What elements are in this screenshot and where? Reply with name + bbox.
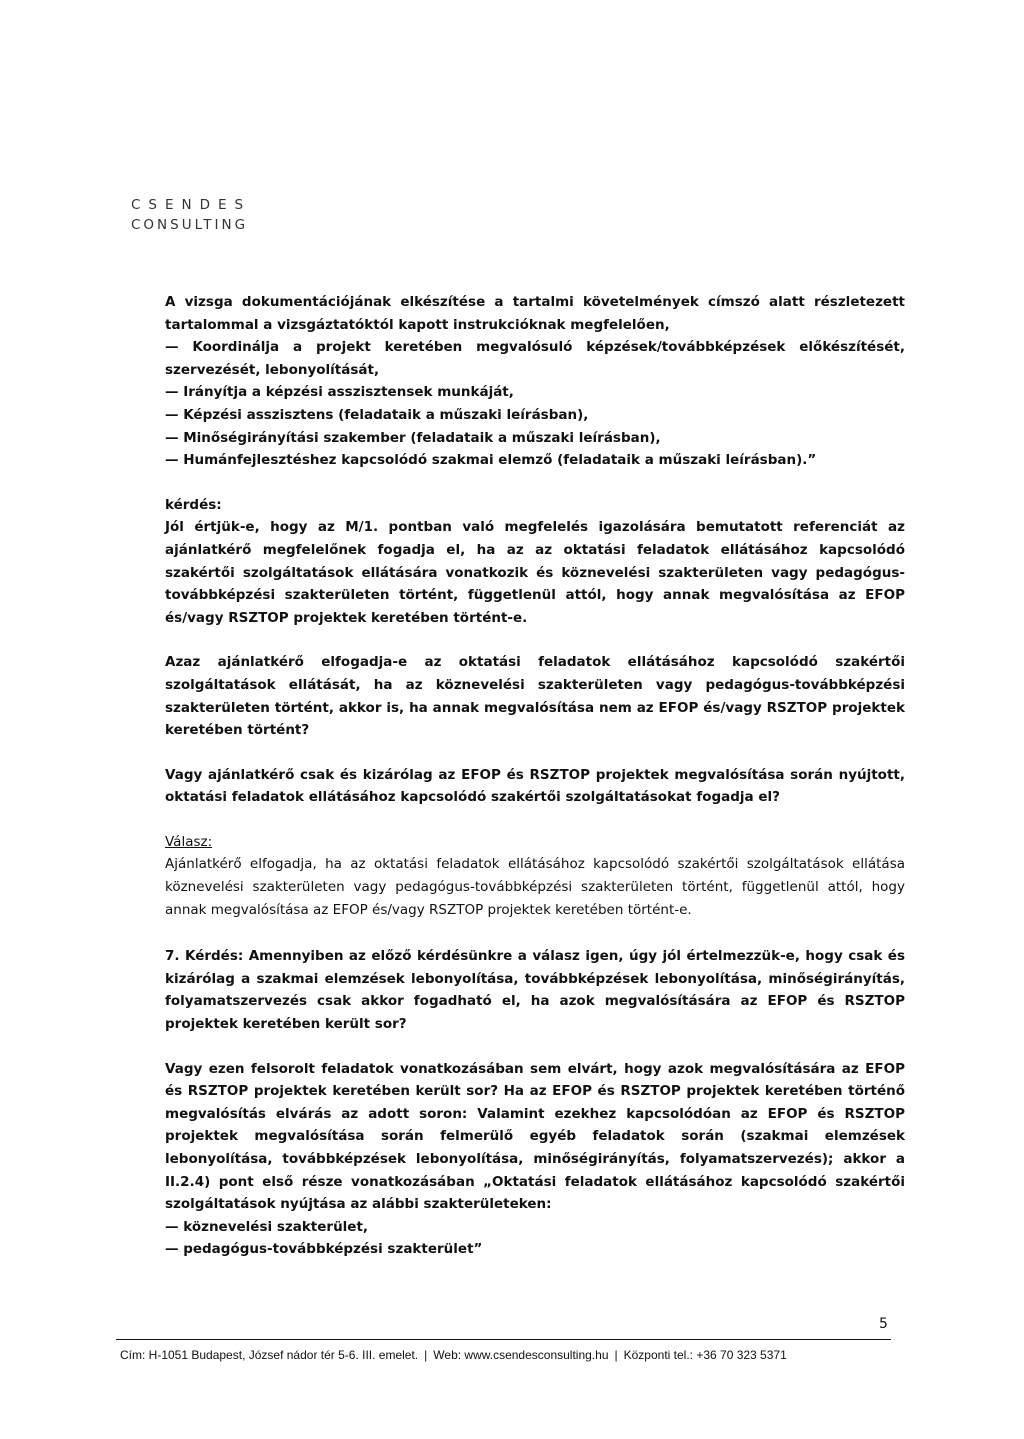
question-block [165, 494, 905, 809]
answer-text: Ajánlatkérő elfogadja, ha az oktatási feladatok ellátásához kapcsolódó szakértői szolgáltatások ellátása köznevelési szakterületen vagy pedagógus-továbbképzési szakterületen történt, függetlenül attól, hogy annak megvalósítása az EFOP és/vagy RSZTOP projektek keretében történt-e. [165, 856, 905, 918]
footer-divider [116, 1339, 891, 1340]
question-paragraph-3: Vagy ajánlatkérő csak és kizárólag az EFOP és RSZTOP projektek megvalósítása során nyújtott, oktatási feladatok ellátásához kapcsolódó szakértői szolgáltatásokat fogadja el? [165, 766, 905, 806]
footer-separator: | [614, 1348, 618, 1362]
bullet-teacher-training: — pedagógus-továbbképzési szakterület” [165, 1241, 483, 1258]
question-7-paragraph-1: 7. Kérdés: Amennyiben az előző kérdésünkre a válasz igen, úgy jól értelmezzük-e, hogy csak és kizárólag a szakmai elemzések lebonyolítása, továbbképzések lebonyolítása, minőségirányítás, folyamatszervezés csak akkor fogadható el, ha azok megvalósítására az EFOP és RSZTOP projektek keretében került sor? [165, 948, 905, 1033]
bullet-public-education: — köznevelési szakterület, [165, 1218, 369, 1235]
bullet-hr-analyst: — Humánfejlesztéshez kapcsolódó szakmai elemző (feladataik a műszaki leírásban).” [165, 452, 817, 469]
question-paragraph-2: Azaz ajánlatkérő elfogadja-e az oktatási feladatok ellátásához kapcsolódó szakértői szolgáltatások ellátását, ha az köznevelési szakterületen vagy pedagógus-továbbképzési szakterületen történt, akkor is, ha annak megvalósítása nem az EFOP és/vagy RSZTOP projektek keretében történt? [165, 654, 905, 739]
bullet-coordinate: — Koordinálja a projekt keretében megvalósuló képzések/továbbképzések előkészítését, szervezését, lebonyolítását, [165, 339, 905, 378]
bullet-direct: — Irányítja a képzési asszisztensek munkáját, [165, 384, 514, 401]
company-logo [131, 195, 251, 235]
answer-label: Válasz: [165, 833, 213, 850]
bullet-quality-specialist: — Minőségirányítási szakember (feladataik a műszaki leírásban), [165, 429, 661, 446]
answer-block [165, 831, 905, 921]
question-paragraph-1: Jól értjük-e, hogy az M/1. pontban való megfelelés igazolására bemutatott referenciát az ajánlatkérő megfelelőnek fogadja el, ha az az oktatási feladatok ellátásához kapcsolódó szakértői szolgáltatások ellátására vonatkozik és köznevelési szakterületen vagy pedagógus-továbbképzési szakterületen történt, függetlenül attól, hogy annak megvalósítása az EFOP és/vagy RSZTOP projektek keretében történt-e. [165, 519, 905, 626]
footer-web: Web: www.csendesconsulting.hu [433, 1348, 609, 1362]
question-label: kérdés: [165, 496, 222, 513]
requirements-block [165, 291, 905, 472]
question-7-block [165, 945, 905, 1261]
logo-line-1: CSENDES [131, 197, 252, 213]
footer-separator: | [424, 1348, 428, 1362]
logo-line-2: CONSULTING [131, 217, 249, 233]
document-body [165, 291, 905, 1261]
question-7-paragraph-2: Vagy ezen felsorolt feladatok vonatkozásában sem elvárt, hogy azok megvalósítására az EFOP és RSZTOP projektek keretében került sor? Ha az EFOP és RSZTOP projektek keretében történő megvalósítás elvárás az adott soron: Valamint ezekhez kapcsolódóan az EFOP és RSZTOP projektek megvalósítása során felmerülő egyéb feladatok során (szakmai elemzések lebonyolítása, továbbképzések lebonyolítása, minőségirányítás, folyamatszervezés); akkor a II.2.4) pont első része vonatkozásában „Oktatási feladatok ellátásához kapcsolódó szakértői szolgáltatások nyújtása az alábbi szakterületeken: [165, 1060, 905, 1213]
footer-address: Cím: H-1051 Budapest, József nádor tér 5-6. III. emelet. [120, 1348, 419, 1362]
intro-paragraph: A vizsga dokumentációjának elkészítése a tartalmi követelmények címszó alatt részletezett tartalommal a vizsgáztatóktól kapott instrukcióknak megfelelően, [165, 294, 905, 333]
bullet-training-assistant: — Képzési asszisztens (feladataik a műszaki leírásban), [165, 406, 589, 423]
footer [120, 1348, 890, 1362]
footer-phone: Központi tel.: +36 70 323 5371 [623, 1348, 787, 1362]
page-number: 5 [879, 1316, 888, 1332]
